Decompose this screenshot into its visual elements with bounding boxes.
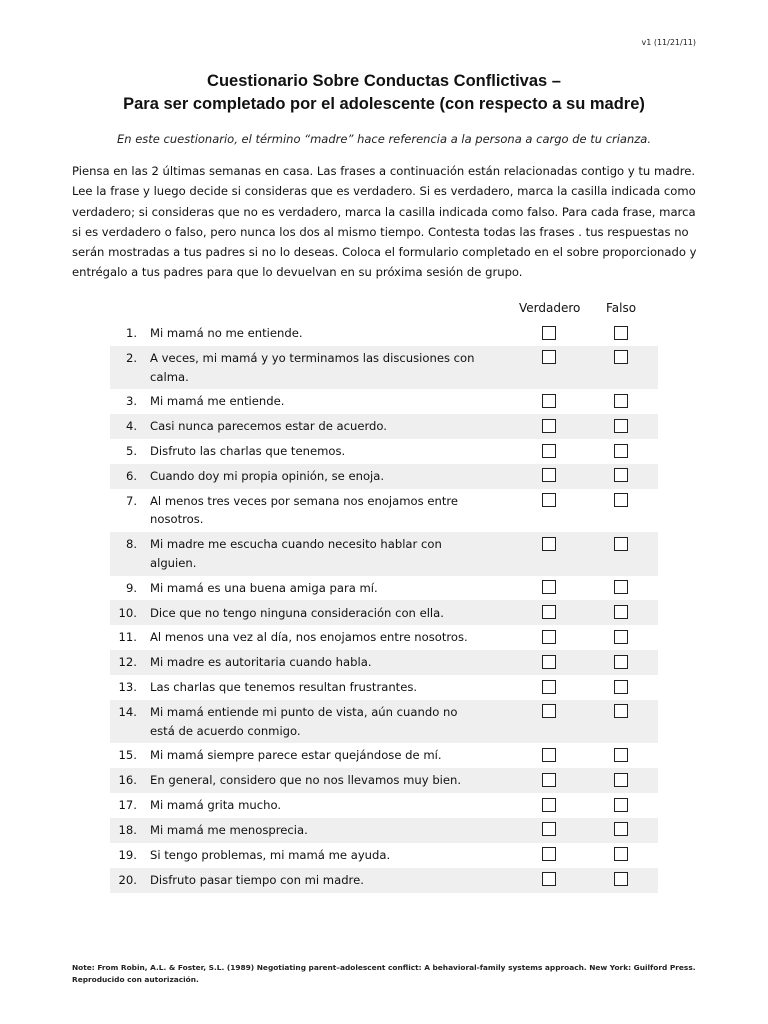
question-text: Al menos una vez al día, nos enojamos entre nosotros.	[150, 630, 468, 645]
checkbox-false[interactable]	[614, 872, 628, 886]
version-label: v1 (11/21/11)	[641, 38, 696, 47]
checkbox-false[interactable]	[614, 350, 628, 364]
question-number: 3.	[125, 394, 137, 409]
question-number: 15.	[118, 748, 137, 763]
checkbox-false[interactable]	[614, 748, 628, 762]
question-row	[110, 793, 658, 818]
question-row	[110, 576, 658, 601]
question-number: 12.	[118, 655, 137, 670]
question-text: Mi madre es autoritaria cuando habla.	[150, 655, 372, 670]
question-number: 19.	[118, 847, 137, 862]
checkbox-false[interactable]	[614, 394, 628, 408]
question-text: Cuando doy mi propia opinión, se enoja.	[150, 469, 385, 484]
question-text: Mi mamá no me entiende.	[150, 326, 303, 341]
question-row	[110, 439, 658, 464]
checkbox-true[interactable]	[542, 704, 556, 718]
question-text: Dice que no tengo ninguna consideración con ella.	[150, 605, 444, 620]
checkbox-false[interactable]	[614, 537, 628, 551]
question-text: Disfruto las charlas que tenemos.	[150, 444, 346, 459]
question-row	[110, 675, 658, 700]
checkbox-true[interactable]	[542, 630, 556, 644]
checkbox-true[interactable]	[542, 605, 556, 619]
question-text: Si tengo problemas, mi mamá me ayuda.	[150, 847, 391, 862]
question-text: Mi madre me escucha cuando necesito hablar con alguien.	[150, 537, 442, 570]
question-text: Al menos tres veces por semana nos enojamos entre nosotros.	[150, 493, 459, 527]
question-number: 10.	[118, 605, 137, 620]
question-text: Mi mamá siempre parece estar quejándose de mí.	[150, 748, 442, 763]
footnote-permission: Reproducido con autorización.	[72, 975, 199, 984]
title-line-1: Cuestionario Sobre Conductas Conflictivas –	[207, 72, 561, 90]
question-number: 4.	[125, 419, 137, 434]
checkbox-true[interactable]	[542, 326, 556, 340]
question-row	[110, 600, 658, 625]
question-number: 16.	[118, 773, 137, 788]
footnote-citation: Note: From Robin, A.L. & Foster, S.L. (1989) Negotiating parent–adolescent conflict: A behavioral-family systems approach. New York: Guilford Press.	[72, 963, 696, 972]
checkbox-true[interactable]	[542, 580, 556, 594]
questions-list	[110, 321, 658, 893]
question-row	[110, 843, 658, 868]
question-number: 20.	[118, 872, 137, 887]
question-number: 17.	[118, 798, 137, 813]
question-number: 7.	[125, 493, 137, 508]
checkbox-false[interactable]	[614, 419, 628, 433]
question-number: 8.	[125, 537, 137, 552]
checkbox-false[interactable]	[614, 773, 628, 787]
checkbox-false[interactable]	[614, 444, 628, 458]
question-row	[110, 489, 658, 532]
checkbox-true[interactable]	[542, 822, 556, 836]
question-text: Casi nunca parecemos estar de acuerdo.	[150, 419, 387, 434]
column-header-false: Falso	[606, 301, 637, 315]
question-row	[110, 321, 658, 346]
question-number: 9.	[125, 580, 137, 595]
question-text: Mi mamá es una buena amiga para mí.	[150, 580, 378, 595]
question-number: 13.	[118, 680, 137, 695]
question-text: A veces, mi mamá y yo terminamos las discusiones con calma.	[150, 351, 475, 384]
checkbox-false[interactable]	[614, 680, 628, 694]
checkbox-true[interactable]	[542, 537, 556, 551]
checkbox-true[interactable]	[542, 748, 556, 762]
checkbox-false[interactable]	[614, 655, 628, 669]
checkbox-true[interactable]	[542, 419, 556, 433]
question-number: 11.	[118, 630, 137, 645]
checkbox-true[interactable]	[542, 847, 556, 861]
checkbox-false[interactable]	[614, 847, 628, 861]
subtitle: En este cuestionario, el término “madre” hace referencia a la persona a cargo de tu crianza.	[116, 132, 652, 146]
checkbox-false[interactable]	[614, 798, 628, 812]
question-number: 5.	[125, 444, 137, 459]
question-row	[110, 868, 658, 893]
checkbox-false[interactable]	[614, 493, 628, 507]
instructions-paragraph: Piensa en las 2 últimas semanas en casa. Las frases a continuación están relacionadas contigo y tu madre. Lee la frase y luego decide si consideras que es verdadero. Si es verdadero, marca la casilla indicada como verdadero; si consideras que no es verdadero, marca la casilla indicada como falso. Para cada frase, marca si es verdadero o falso, pero nunca los dos al mismo tiempo. Contesta todas las frases . tus respuestas no serán mostradas a tus padres si no lo deseas. Coloca el formulario completado en el sobre proporcionado y entrégalo a tus padres para que lo devuelvan en su próxima sesión de grupo.	[72, 164, 697, 280]
question-row	[110, 389, 658, 414]
checkbox-false[interactable]	[614, 704, 628, 718]
checkbox-true[interactable]	[542, 680, 556, 694]
question-row	[110, 625, 658, 650]
checkbox-true[interactable]	[542, 468, 556, 482]
question-text: Disfruto pasar tiempo con mi madre.	[150, 872, 364, 887]
question-row	[110, 414, 658, 439]
question-text: Mi mamá me entiende.	[150, 394, 285, 409]
question-number: 14.	[118, 705, 137, 720]
question-row	[110, 346, 658, 389]
question-row	[110, 768, 658, 793]
question-row	[110, 650, 658, 675]
checkbox-true[interactable]	[542, 444, 556, 458]
question-text: Mi mamá me menosprecia.	[150, 823, 308, 838]
question-row	[110, 464, 658, 489]
checkbox-false[interactable]	[614, 580, 628, 594]
question-number: 18.	[118, 823, 137, 838]
question-text: En general, considero que no nos llevamos muy bien.	[150, 773, 462, 788]
question-row	[110, 700, 658, 743]
checkbox-false[interactable]	[614, 605, 628, 619]
checkbox-true[interactable]	[542, 872, 556, 886]
checkbox-true[interactable]	[542, 350, 556, 364]
checkbox-false[interactable]	[614, 630, 628, 644]
checkbox-false[interactable]	[614, 822, 628, 836]
checkbox-false[interactable]	[614, 326, 628, 340]
question-row	[110, 532, 658, 575]
checkbox-false[interactable]	[614, 468, 628, 482]
question-row	[110, 743, 658, 768]
checkbox-true[interactable]	[542, 394, 556, 408]
footnote	[72, 962, 712, 986]
question-row	[110, 818, 658, 843]
title-line-2: Para ser completado por el adolescente (con respecto a su madre)	[123, 95, 645, 113]
question-number: 2.	[125, 351, 137, 366]
question-text: Mi mamá entiende mi punto de vista, aún cuando no está de acuerdo conmigo.	[150, 705, 458, 738]
checkbox-true[interactable]	[542, 493, 556, 507]
question-number: 6.	[125, 469, 137, 484]
question-text: Mi mamá grita mucho.	[150, 798, 282, 813]
checkbox-true[interactable]	[542, 655, 556, 669]
column-header-true: Verdadero	[519, 301, 581, 315]
checkbox-true[interactable]	[542, 798, 556, 812]
question-text: Las charlas que tenemos resultan frustrantes.	[150, 680, 418, 695]
question-number: 1.	[125, 326, 137, 341]
checkbox-true[interactable]	[542, 773, 556, 787]
page-title	[0, 70, 768, 116]
